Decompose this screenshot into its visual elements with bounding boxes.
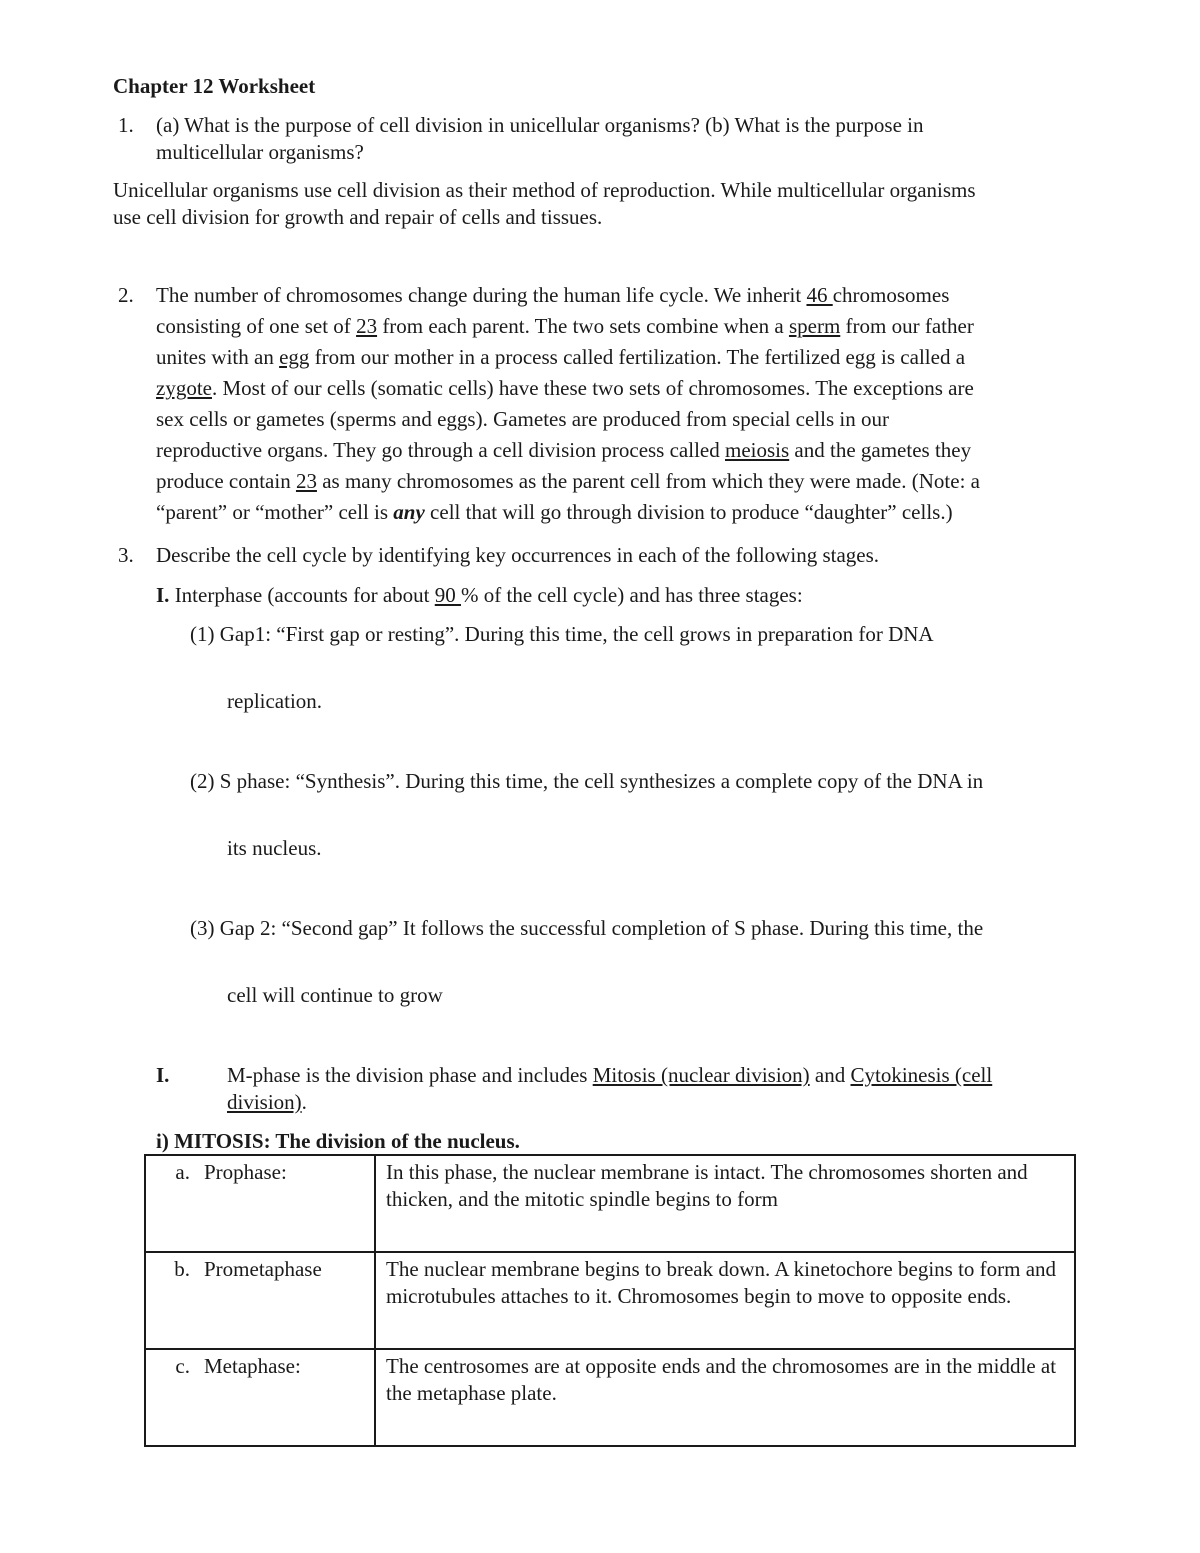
answer-23-a: 23 — [356, 314, 378, 338]
mitosis-table — [144, 1154, 1076, 1447]
m-phase-line-2: division). — [227, 1090, 307, 1114]
gap2-line-2: cell will continue to grow — [227, 983, 443, 1007]
term-cytokinesis: Cytokinesis (cell — [850, 1063, 993, 1087]
page-title: Chapter 12 Worksheet — [113, 74, 316, 98]
description-cell: The centrosomes are at opposite ends and the chromosomes are in the middle at the metaphase plate. — [375, 1349, 1075, 1446]
gap1-line-1: (1) Gap1: “First gap or resting”. During this time, the cell grows in preparation for DNA — [190, 622, 934, 646]
q2-line-7: produce contain 23 as many chromosomes as the parent cell from which they were made. (Note: a — [156, 469, 980, 493]
q2-line-4: zygote. Most of our cells (somatic cells) have these two sets of chromosomes. The exceptions are — [156, 376, 974, 400]
q3-text: Describe the cell cycle by identifying key occurrences in each of the following stages. — [156, 543, 880, 567]
description-cell: The nuclear membrane begins to break down. A kinetochore begins to form and microtubules attaches to it. Chromosomes begin to move to opposite ends. — [375, 1252, 1075, 1349]
mitosis-heading: i) MITOSIS: The division of the nucleus. — [156, 1129, 520, 1153]
table-row — [145, 1155, 1075, 1252]
answer-90: 90 — [434, 583, 461, 607]
emphasis-any: any — [393, 500, 425, 524]
answer-46: 46 — [806, 283, 833, 307]
table-row — [145, 1252, 1075, 1349]
q2-line-8: “parent” or “mother” cell is any cell that will go through division to produce “daughter” cells.) — [156, 500, 953, 524]
answer-zygote: zygote — [156, 376, 212, 400]
m-phase-number: I. — [156, 1063, 170, 1087]
answer-sperm: sperm — [788, 314, 841, 338]
phase-cell: b. Prometaphase — [145, 1252, 375, 1349]
q1-question-line-1: (a) What is the purpose of cell division in unicellular organisms? (b) What is the purpose in — [156, 113, 924, 137]
description-cell: In this phase, the nuclear membrane is intact. The chromosomes shorten and thicken, and the mitotic spindle begins to form — [375, 1155, 1075, 1252]
q2-line-6: reproductive organs. They go through a cell division process called meiosis and the gametes they — [156, 438, 972, 462]
m-phase-line-1: M-phase is the division phase and includes Mitosis (nuclear division) and Cytokinesis (cell — [227, 1063, 993, 1087]
q3-number: 3. — [118, 543, 134, 567]
s-phase-line-2: its nucleus. — [227, 836, 322, 860]
q1-number: 1. — [118, 113, 134, 137]
answer-meiosis: meiosis — [725, 438, 790, 462]
gap1-line-2: replication. — [227, 689, 323, 713]
q2-line-1: The number of chromosomes change during the human life cycle. We inherit 46 chromosomes — [156, 283, 950, 307]
q2-number: 2. — [118, 283, 134, 307]
phase-cell: c. Metaphase: — [145, 1349, 375, 1446]
q1-answer-line-2: use cell division for growth and repair of cells and tissues. — [113, 205, 603, 229]
answer-23-b: 23 — [295, 469, 317, 493]
gap2-line-1: (3) Gap 2: “Second gap” It follows the successful completion of S phase. During this time, the — [190, 916, 984, 940]
table-row — [145, 1349, 1075, 1446]
answer-egg: egg — [279, 345, 310, 369]
phase-cell: a. Prophase: — [145, 1155, 375, 1252]
s-phase-line-1: (2) S phase: “Synthesis”. During this time, the cell synthesizes a complete copy of the DNA in — [190, 769, 984, 793]
q2-line-5: sex cells or gametes (sperms and eggs). Gametes are produced from special cells in our — [156, 407, 889, 431]
q2-line-2: consisting of one set of 23 from each parent. The two sets combine when a sperm from our father — [156, 314, 974, 338]
q2-line-3: unites with an egg from our mother in a process called fertilization. The fertilized egg is called a — [156, 345, 966, 369]
term-mitosis: Mitosis (nuclear division) — [592, 1063, 810, 1087]
q1-question-line-2: multicellular organisms? — [156, 140, 364, 164]
interphase-line: I. Interphase (accounts for about 90 % of the cell cycle) and has three stages: — [156, 583, 803, 607]
q1-answer-line-1: Unicellular organisms use cell division as their method of reproduction. While multicellular organisms — [113, 178, 976, 202]
